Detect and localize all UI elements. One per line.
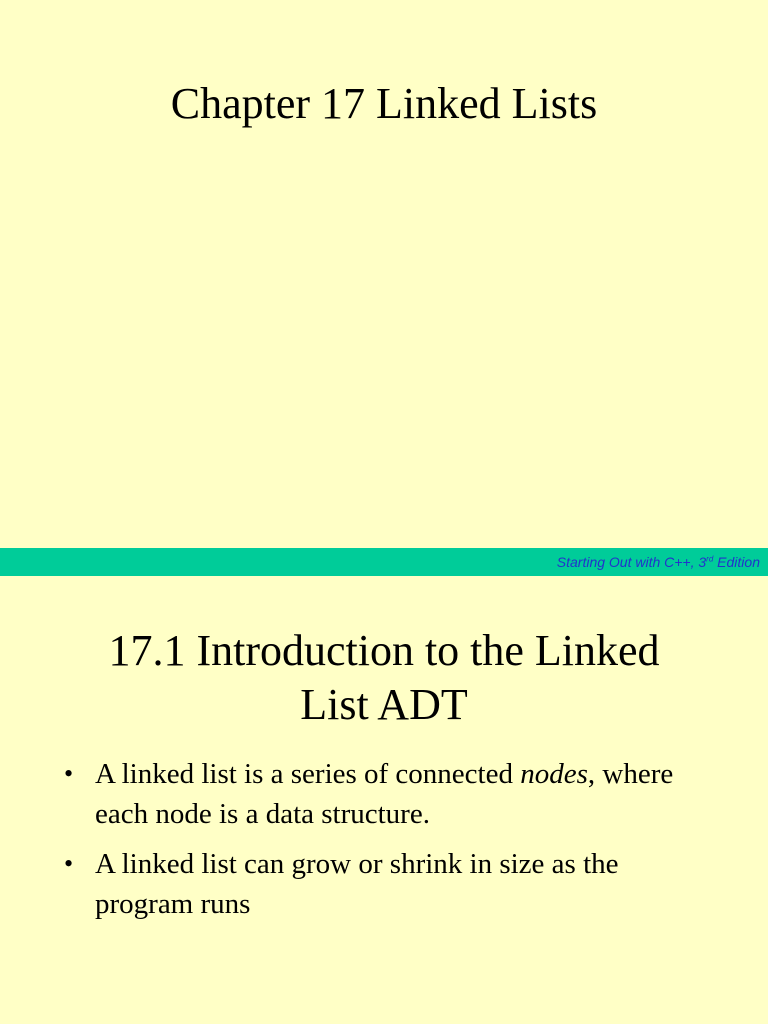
footer-edition-text (557, 553, 760, 571)
bullet-text-before: A linked list is a series of connected (95, 758, 521, 790)
bullet-item (64, 844, 714, 924)
footer-bar (0, 548, 768, 576)
bullet-list (64, 754, 714, 934)
bullet-text: A linked list can grow or shrink in size as the program runs (95, 848, 619, 920)
footer-text-sup: rd (706, 554, 714, 564)
bullet-dot-icon: • (64, 849, 74, 878)
bullet-emphasis: nodes (520, 758, 588, 790)
slide-2 (0, 576, 768, 1024)
footer-text-prefix: Starting Out with C++, 3 (556, 554, 707, 570)
bullet-text-after: , where each node is a data structure. (95, 758, 674, 830)
bullet-dot-icon: • (64, 759, 74, 788)
footer-text-suffix: Edition (713, 554, 760, 570)
slide-1-title: Chapter 17 Linked Lists (170, 79, 598, 128)
bullet-item (64, 754, 714, 834)
slide-2-title: 17.1 Introduction to the Linked List ADT (108, 626, 660, 729)
